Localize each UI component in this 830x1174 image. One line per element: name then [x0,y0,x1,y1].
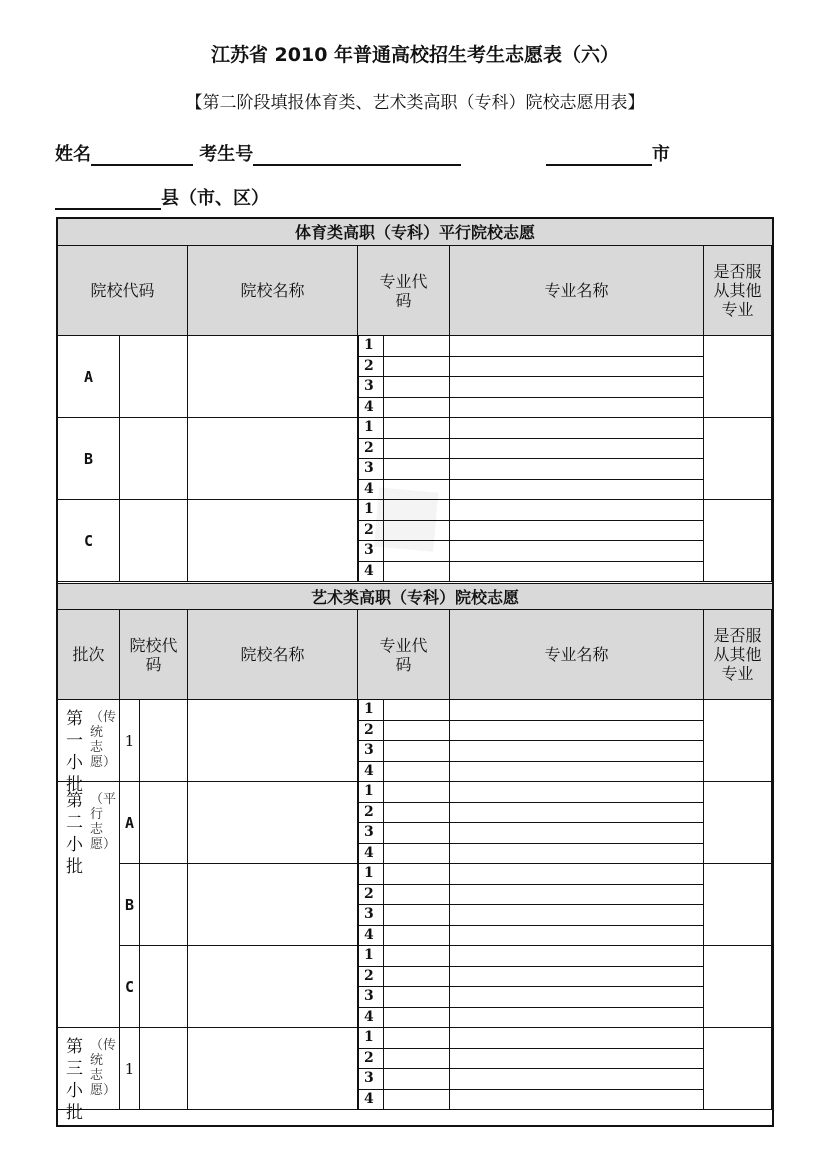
header-major-name: 专业名称 [450,610,704,700]
art-batch2-major-name-input[interactable] [450,864,704,885]
form-subtitle: 【第二阶段填报体育类、艺术类高职（专科）院校志愿用表】 [185,93,645,113]
art-obey-input[interactable] [704,864,772,946]
art-school-name-input[interactable] [188,782,358,864]
art-batch3-major-number: 3 [358,1069,384,1090]
name-label: 姓名 [55,144,91,165]
art-batch2-major-code-input[interactable] [384,987,450,1008]
art-batch2-major-number: 1 [358,782,384,803]
sports-major-number: 1 [358,418,384,439]
art-batch2-major-number: 2 [358,803,384,824]
batch-name: 第二小批 [66,791,83,877]
art-batch2-major-code-input[interactable] [384,905,450,926]
batch-name: 第三小批 [66,1037,83,1123]
batch-note: （平行志愿） [90,792,117,852]
header-school-name: 院校名称 [188,610,358,700]
art-batch2-major-number: 3 [358,905,384,926]
art-batch2-major-number: 1 [358,946,384,967]
art-batch2-group-label: B [120,864,140,946]
art-batch2-major-code-input[interactable] [384,926,450,947]
exam-no-label: 考生号 [199,144,254,165]
sports-major-number: 4 [358,562,384,583]
batch-note: （传统志愿） [90,710,117,770]
art-batch1-major-name-input[interactable] [450,762,704,783]
sports-major-number: 3 [358,541,384,562]
candidate-info-line [55,140,775,168]
art-school-code-input[interactable] [140,700,188,782]
art-school-name-input[interactable] [188,946,358,1028]
sports-major-number: 2 [358,521,384,542]
art-batch3-index: 1 [120,1028,140,1110]
art-batch2-major-number: 4 [358,926,384,947]
art-batch1-major-code-input[interactable] [384,741,450,762]
sports-section-title: 体育类高职（专科）平行院校志愿 [58,219,772,246]
sports-obey-input[interactable] [704,336,772,418]
art-batch-label [58,1028,120,1123]
art-batch2-major-name-input[interactable] [450,885,704,906]
art-school-name-input[interactable] [188,864,358,946]
sports-major-name-input[interactable] [450,541,704,562]
art-batch2-major-name-input[interactable] [450,803,704,824]
art-batch2-major-name-input[interactable] [450,844,704,865]
sports-school-name-input[interactable] [188,500,358,582]
sports-school-name-input[interactable] [188,336,358,418]
art-batch2-major-code-input[interactable] [384,1008,450,1029]
application-table [56,217,774,1127]
sports-major-name-input[interactable] [450,336,704,357]
county-line [55,184,775,212]
art-batch2-major-code-input[interactable] [384,782,450,803]
art-batch2-group-label: A [120,782,140,864]
sports-major-name-input[interactable] [450,398,704,419]
art-batch2-group-label: C [120,946,140,1028]
art-school-name-input[interactable] [188,700,358,782]
art-batch2-major-code-input[interactable] [384,823,450,844]
art-batch1-major-number: 3 [358,741,384,762]
sports-major-number: 3 [358,459,384,480]
art-batch1-major-number: 4 [358,762,384,783]
art-batch2-major-name-input[interactable] [450,946,704,967]
art-batch2-major-name-input[interactable] [450,823,704,844]
sports-major-name-input[interactable] [450,418,704,439]
art-school-code-input[interactable] [140,946,188,1028]
art-school-code-input[interactable] [140,1028,188,1110]
county-field[interactable] [55,186,161,210]
art-batch2-major-code-input[interactable] [384,844,450,865]
sports-major-code-input[interactable] [384,357,450,378]
sports-major-name-input[interactable] [450,459,704,480]
art-batch3-major-number: 2 [358,1049,384,1070]
sports-major-name-input[interactable] [450,439,704,460]
sports-major-code-input[interactable] [384,521,450,542]
art-batch2-major-number: 2 [358,885,384,906]
art-obey-input[interactable] [704,700,772,782]
art-batch2-major-name-input[interactable] [450,1008,704,1029]
header-school-code: 院校代码 [58,246,188,336]
art-section-title: 艺术类高职（专科）院校志愿 [58,583,772,610]
sports-school-name-input[interactable] [188,418,358,500]
art-batch2-major-number: 3 [358,987,384,1008]
art-batch1-major-name-input[interactable] [450,741,704,762]
sports-major-code-input[interactable] [384,336,450,357]
art-batch2-major-code-input[interactable] [384,946,450,967]
header-school-name: 院校名称 [188,246,358,336]
art-batch-label [58,700,120,795]
art-obey-input[interactable] [704,946,772,1028]
art-batch2-major-name-input[interactable] [450,987,704,1008]
sports-major-code-input[interactable] [384,541,450,562]
art-batch3-major-name-input[interactable] [450,1090,704,1111]
art-batch3-major-name-input[interactable] [450,1028,704,1049]
sports-major-number: 1 [358,336,384,357]
art-batch-label [58,782,120,1028]
sports-major-code-input[interactable] [384,500,450,521]
sports-group-label: A [58,336,120,418]
art-batch1-major-number: 2 [358,721,384,742]
art-batch2-major-code-input[interactable] [384,803,450,824]
art-batch1-major-code-input[interactable] [384,762,450,783]
sports-major-code-input[interactable] [384,480,450,501]
art-batch2-major-name-input[interactable] [450,905,704,926]
art-batch1-index: 1 [120,700,140,782]
art-school-code-input[interactable] [140,782,188,864]
sports-major-number: 4 [358,480,384,501]
art-school-name-input[interactable] [188,1028,358,1110]
sports-group-label: C [58,500,120,582]
header-obey: 是否服从其他专业 [704,246,772,336]
art-batch1-major-code-input[interactable] [384,721,450,742]
sports-major-code-input[interactable] [384,418,450,439]
art-batch3-major-number: 4 [358,1090,384,1111]
art-batch3-major-name-input[interactable] [450,1069,704,1090]
sports-obey-input[interactable] [704,418,772,500]
header-batch: 批次 [58,610,120,700]
art-batch3-major-code-input[interactable] [384,1028,450,1049]
art-obey-input[interactable] [704,1028,772,1110]
batch-name: 第一小批 [66,709,83,795]
sports-major-number: 3 [358,377,384,398]
art-batch2-major-name-input[interactable] [450,967,704,988]
sports-major-name-input[interactable] [450,562,704,583]
art-batch2-major-number: 2 [358,967,384,988]
art-batch1-major-name-input[interactable] [450,721,704,742]
art-batch2-major-name-input[interactable] [450,782,704,803]
sports-major-name-input[interactable] [450,357,704,378]
art-batch1-major-name-input[interactable] [450,700,704,721]
sports-obey-input[interactable] [704,500,772,582]
county-label: 县（市、区） [161,188,269,209]
sports-school-code-input[interactable] [120,500,188,582]
name-field[interactable] [91,142,193,166]
art-batch2-major-number: 3 [358,823,384,844]
sports-major-name-input[interactable] [450,480,704,501]
header-obey: 是否服从其他专业 [704,610,772,700]
art-batch1-major-number: 1 [358,700,384,721]
sports-major-code-input[interactable] [384,398,450,419]
sports-major-code-input[interactable] [384,377,450,398]
exam-no-field[interactable] [253,142,461,166]
city-field[interactable] [546,142,652,166]
art-batch3-major-number: 1 [358,1028,384,1049]
art-school-code-input[interactable] [140,864,188,946]
art-batch2-major-code-input[interactable] [384,864,450,885]
art-batch2-major-code-input[interactable] [384,967,450,988]
header-major-code: 专业代码 [358,246,450,336]
sports-major-number: 2 [358,357,384,378]
sports-major-name-input[interactable] [450,377,704,398]
sports-major-name-input[interactable] [450,500,704,521]
art-batch2-major-code-input[interactable] [384,885,450,906]
art-batch3-major-code-input[interactable] [384,1069,450,1090]
header-major-name: 专业名称 [450,246,704,336]
sports-major-number: 4 [358,398,384,419]
art-batch3-major-code-input[interactable] [384,1049,450,1070]
art-batch2-major-number: 4 [358,844,384,865]
art-batch1-major-code-input[interactable] [384,700,450,721]
art-batch2-major-name-input[interactable] [450,926,704,947]
sports-major-code-input[interactable] [384,439,450,460]
art-batch3-major-name-input[interactable] [450,1049,704,1070]
form-title: 江苏省 2010 年普通高校招生考生志愿表（六） [210,44,620,66]
city-label: 市 [651,144,670,165]
sports-school-code-input[interactable] [120,336,188,418]
sports-school-code-input[interactable] [120,418,188,500]
art-batch3-major-code-input[interactable] [384,1090,450,1111]
art-batch2-major-number: 4 [358,1008,384,1029]
header-major-code: 专业代码 [358,610,450,700]
art-obey-input[interactable] [704,782,772,864]
art-batch2-major-number: 1 [358,864,384,885]
sports-major-code-input[interactable] [384,459,450,480]
batch-note: （传统志愿） [90,1038,117,1098]
sports-major-code-input[interactable] [384,562,450,583]
sports-major-number: 1 [358,500,384,521]
sports-major-number: 2 [358,439,384,460]
sports-major-name-input[interactable] [450,521,704,542]
sports-group-label: B [58,418,120,500]
header-school-code: 院校代码 [120,610,188,700]
